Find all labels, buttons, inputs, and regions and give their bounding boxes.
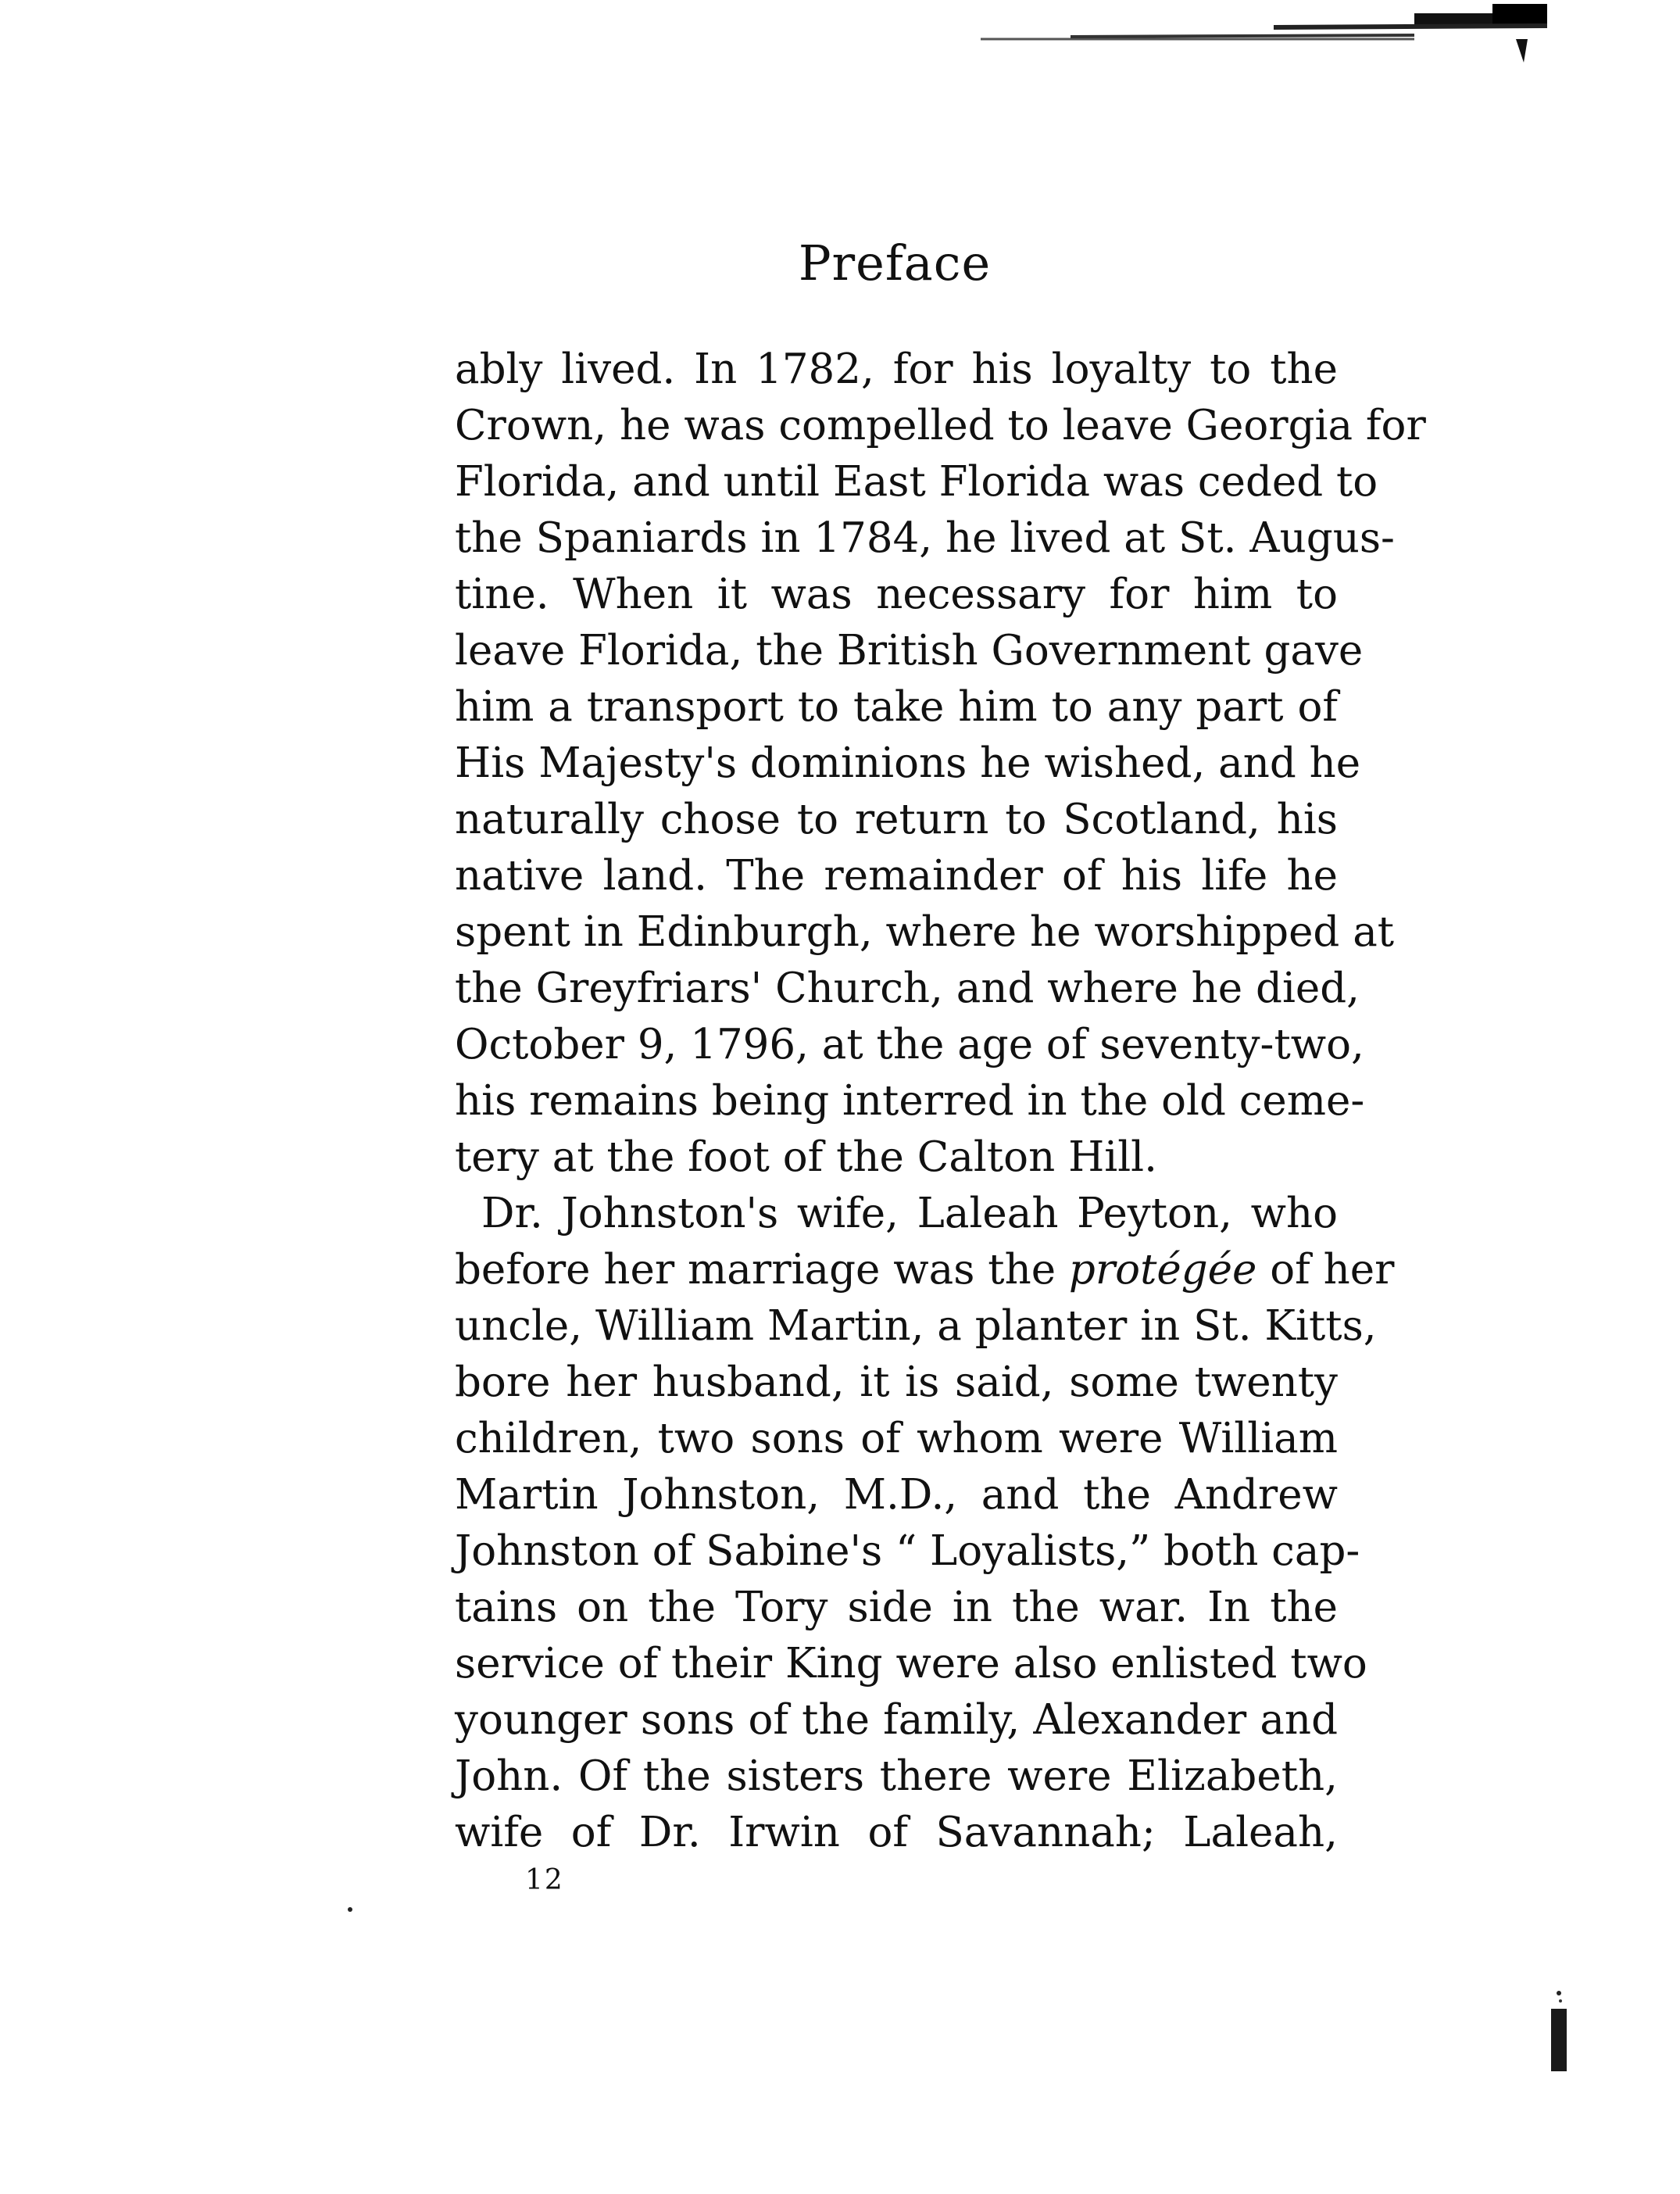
text-line: Crown, he was compelled to leave Georgia for [455, 402, 1426, 449]
text-segment: of her [1256, 1246, 1395, 1294]
text-line: children, two sons of whom were William [455, 1415, 1338, 1462]
text-line: Martin Johnston, M.D., and the Andrew [455, 1471, 1338, 1519]
text-line: native land. The remainder of his life he [455, 852, 1338, 900]
text-line: wife of Dr. Irwin of Savannah; Laleah, [455, 1809, 1338, 1856]
text-line: Johnston of Sabine's “ Loyalists,” both cap- [455, 1527, 1360, 1575]
text-segment: before her marriage was the [455, 1246, 1069, 1294]
text-line: bore her husband, it is said, some twenty [455, 1358, 1338, 1406]
page-title: Preface [798, 234, 992, 292]
text-line: him a transport to take him to any part of [455, 683, 1338, 731]
text-line: Florida, and until East Florida was ceded to [455, 458, 1378, 506]
text-line: younger sons of the family, Alexander and [455, 1696, 1338, 1744]
scan-artifact-right [1543, 1985, 1575, 2079]
scan-artifact-top [977, 4, 1547, 66]
text-line: tains on the Tory side in the war. In the [455, 1584, 1338, 1631]
text-line: Dr. Johnston's wife, Laleah Peyton, who [481, 1190, 1338, 1237]
text-line: the Greyfriars' Church, and where he died, [455, 965, 1360, 1012]
text-line: tery at the foot of the Calton Hill. [455, 1133, 1157, 1181]
italic-word: protégée [1068, 1246, 1257, 1294]
text-line: his remains being interred in the old ceme- [455, 1077, 1365, 1125]
page-number: 12 [525, 1864, 564, 1896]
text-line: spent in Edinburgh, where he worshipped at [455, 908, 1395, 956]
text-line-with-italic [455, 1242, 1395, 1298]
text-line: uncle, William Martin, a planter in St. Kitts, [455, 1302, 1377, 1350]
text-line: service of their King were also enlisted two [455, 1640, 1367, 1688]
text-line: His Majesty's dominions he wished, and he [455, 739, 1361, 787]
text-line: tine. When it was necessary for him to [455, 571, 1338, 618]
text-line: the Spaniards in 1784, he lived at St. Augus- [455, 514, 1395, 562]
text-line: leave Florida, the British Government gave [455, 627, 1364, 675]
body-text [455, 342, 1426, 1861]
text-line: John. Of the sisters there were Elizabeth, [455, 1752, 1338, 1800]
text-line: October 9, 1796, at the age of seventy-two, [455, 1021, 1364, 1068]
text-line: ably lived. In 1782, for his loyalty to the [455, 345, 1338, 393]
text-line: naturally chose to return to Scotland, his [455, 796, 1338, 843]
stray-dot [348, 1907, 352, 1912]
